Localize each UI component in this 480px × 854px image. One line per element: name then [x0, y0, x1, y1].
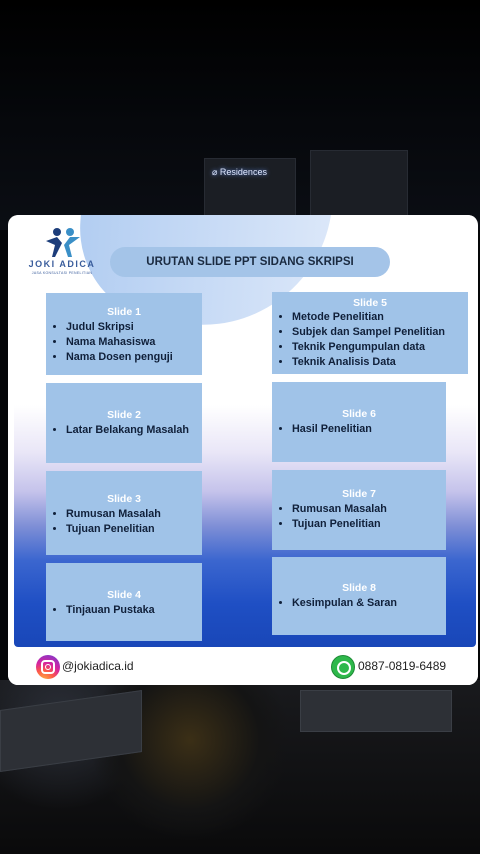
slide-items [272, 596, 397, 611]
slide-title: Slide 5 [353, 297, 387, 309]
slide-items [272, 422, 372, 437]
whatsapp-icon[interactable] [331, 655, 355, 679]
list-item: • Latar Belakang Masalah [66, 423, 189, 438]
background-building [310, 150, 408, 220]
contact-footer [8, 647, 478, 685]
slide-card-7 [272, 470, 446, 550]
infographic-card [8, 215, 478, 685]
list-item: • Metode Penelitian [292, 310, 445, 325]
slide-items [272, 502, 387, 532]
slide-title: Slide 3 [107, 493, 141, 505]
hotel-sign: ⌀ Residences [212, 167, 267, 177]
slide-card-2 [46, 383, 202, 463]
list-item: • Tinjauan Pustaka [66, 603, 155, 618]
list-item: • Nama Mahasiswa [66, 335, 173, 350]
instagram-handle[interactable]: @jokiadica.id [62, 659, 134, 673]
list-item: • Kesimpulan & Saran [292, 596, 397, 611]
page-title: URUTAN SLIDE PPT SIDANG SKRIPSI [110, 247, 390, 277]
slide-title: Slide 8 [342, 582, 376, 594]
slide-title: Slide 1 [107, 306, 141, 318]
instagram-icon[interactable] [36, 655, 60, 679]
brand-tagline: JASA KONSULTASI PENELITIAN [31, 271, 93, 275]
slide-items [46, 423, 189, 438]
list-item: • Tujuan Penelitian [292, 517, 387, 532]
slide-card-5 [272, 292, 468, 374]
slide-items [272, 310, 445, 370]
hotel-sign-text: Residences [219, 167, 267, 177]
slide-card-1 [46, 293, 202, 375]
list-item: • Hasil Penelitian [292, 422, 372, 437]
slide-items [46, 603, 155, 618]
list-item: • Rumusan Masalah [292, 502, 387, 517]
slide-card-8 [272, 557, 446, 635]
list-item: • Tujuan Penelitian [66, 522, 161, 537]
slide-card-3 [46, 471, 202, 555]
slide-card-6 [272, 382, 446, 462]
slide-items [46, 507, 161, 537]
brand-name: JOKI ADICA [28, 259, 96, 269]
people-logo-icon [22, 225, 102, 259]
whatsapp-number[interactable]: 0887-0819-6489 [358, 659, 447, 673]
list-item: • Rumusan Masalah [66, 507, 161, 522]
list-item: • Teknik Analisis Data [292, 355, 445, 370]
slide-title: Slide 6 [342, 408, 376, 420]
slide-title: Slide 7 [342, 488, 376, 500]
slide-card-4 [46, 563, 202, 641]
list-item: • Teknik Pengumpulan data [292, 340, 445, 355]
background-rooftop [300, 690, 452, 732]
slide-items [46, 320, 173, 365]
slide-title: Slide 4 [107, 589, 141, 601]
list-item: • Judul Skripsi [66, 320, 173, 335]
list-item: • Subjek dan Sampel Penelitian [292, 325, 445, 340]
list-item: • Nama Dosen penguji [66, 350, 173, 365]
slide-title: Slide 2 [107, 409, 141, 421]
brand-logo [22, 225, 102, 283]
